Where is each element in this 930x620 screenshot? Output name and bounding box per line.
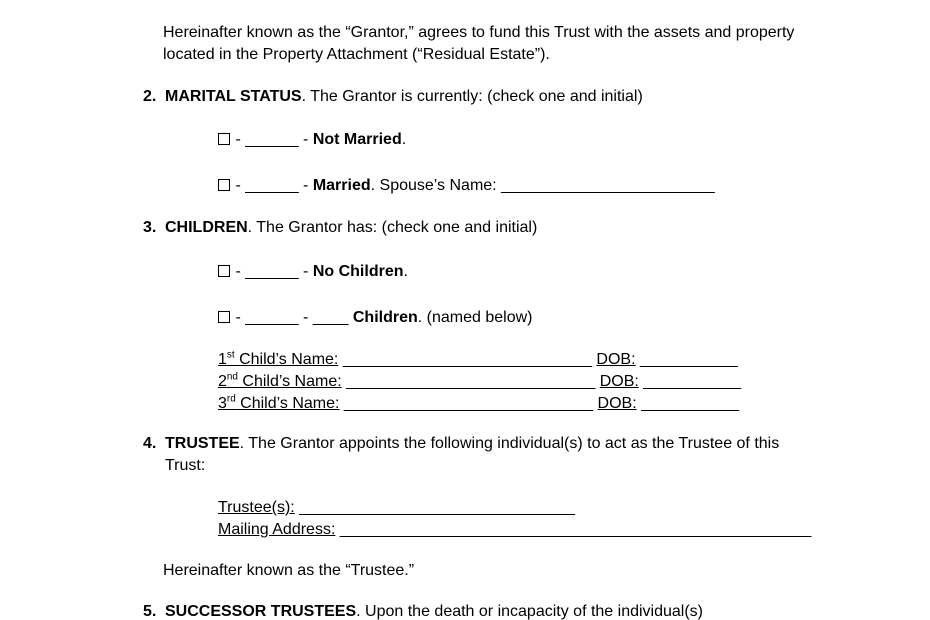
option-pre-text: - ______ - ____: [231, 309, 353, 326]
option-label: No Children: [312, 263, 404, 280]
section-heading-text: [165, 601, 820, 620]
trustee-blank: _______________________________: [294, 499, 576, 516]
dob-label: DOB:: [596, 351, 636, 368]
dob-label: DOB:: [599, 373, 639, 390]
option-label: Married: [312, 177, 371, 194]
section-number: 5.: [143, 603, 157, 620]
child-name-label-text: Child’s Name:: [234, 351, 339, 368]
checkbox-icon[interactable]: [218, 133, 230, 145]
child-name-label: [218, 351, 338, 368]
section-trustee-heading: [143, 433, 930, 477]
option-label: Not Married: [312, 131, 402, 148]
intro-paragraph: Hereinafter known as the “Grantor,” agrees to fund this Trust with the assets and property located in the Property Attachment (“Residual Estate”).: [163, 24, 795, 63]
option-suffix: . Spouse’s Name: ________________________: [370, 177, 715, 194]
section-title: CHILDREN: [165, 219, 248, 236]
section-heading-text: [165, 86, 820, 108]
section-lead: . The Grantor is currently: (check one and initial): [301, 88, 643, 105]
dob-blank: ___________: [636, 395, 739, 412]
option-no-children: [218, 261, 930, 283]
mailing-address-field-row: [218, 519, 930, 541]
child-name-row: [218, 371, 930, 393]
section-number: 2.: [143, 88, 157, 105]
option-not-married: [218, 129, 930, 151]
checkbox-icon[interactable]: [218, 265, 230, 277]
option-children: [218, 307, 930, 329]
trustee-footer-text: Hereinafter known as the “Trustee.”: [163, 562, 415, 579]
section-successor-trustees-heading: [143, 601, 930, 620]
child-name-label-text: Child’s Name:: [237, 373, 342, 390]
trustee-field-row: [218, 497, 930, 519]
option-pre-text: - ______ -: [231, 131, 313, 148]
mailing-address-blank: _____________________________________________________: [335, 521, 812, 538]
dob-blank: ___________: [635, 351, 738, 368]
mailing-address-label: Mailing Address:: [218, 521, 336, 538]
children-name-rows: [0, 349, 930, 415]
checkbox-icon[interactable]: [218, 311, 230, 323]
trustee-fields: [0, 497, 930, 541]
child-ordinal-suffix: nd: [226, 371, 238, 383]
section-title: SUCCESSOR TRUSTEES: [165, 603, 357, 620]
child-ordinal: 3: [218, 395, 227, 412]
option-label: Children: [352, 309, 418, 326]
child-name-row: [218, 393, 930, 415]
child-name-blank: ____________________________: [338, 351, 597, 368]
option-married: [218, 175, 930, 197]
trustee-label: Trustee(s):: [218, 499, 295, 516]
section-lead: . Upon the death or incapacity of the individual(s): [356, 603, 704, 620]
dob-blank: ___________: [638, 373, 742, 390]
section-title: TRUSTEE: [165, 435, 240, 452]
child-name-row: [218, 349, 930, 371]
child-name-label: [218, 373, 342, 390]
child-name-blank: ____________________________: [341, 373, 600, 390]
child-ordinal-suffix: st: [226, 349, 235, 361]
child-name-blank: ____________________________: [339, 395, 598, 412]
section-marital-status-heading: [143, 86, 930, 108]
child-name-label-text: Child’s Name:: [235, 395, 340, 412]
section-title: MARITAL STATUS: [165, 88, 302, 105]
section-children-heading: [143, 217, 930, 239]
option-pre-text: - ______ -: [231, 177, 313, 194]
section-lead: . The Grantor appoints the following individual(s) to act as the Trustee of this Trust:: [165, 435, 780, 474]
section-heading-text: [165, 433, 820, 477]
child-name-label: [218, 395, 339, 412]
section-number: 4.: [143, 435, 157, 452]
option-suffix: .: [401, 131, 407, 148]
option-suffix: . (named below): [417, 309, 533, 326]
child-ordinal-suffix: rd: [226, 393, 236, 405]
checkbox-icon[interactable]: [218, 179, 230, 191]
section-lead: . The Grantor has: (check one and initial): [247, 219, 538, 236]
option-pre-text: - ______ -: [231, 263, 313, 280]
section-number: 3.: [143, 219, 157, 236]
section-heading-text: [165, 217, 820, 239]
child-ordinal: 2: [218, 373, 227, 390]
option-suffix: .: [403, 263, 408, 280]
child-ordinal: 1: [218, 351, 227, 368]
dob-label: DOB:: [597, 395, 637, 412]
